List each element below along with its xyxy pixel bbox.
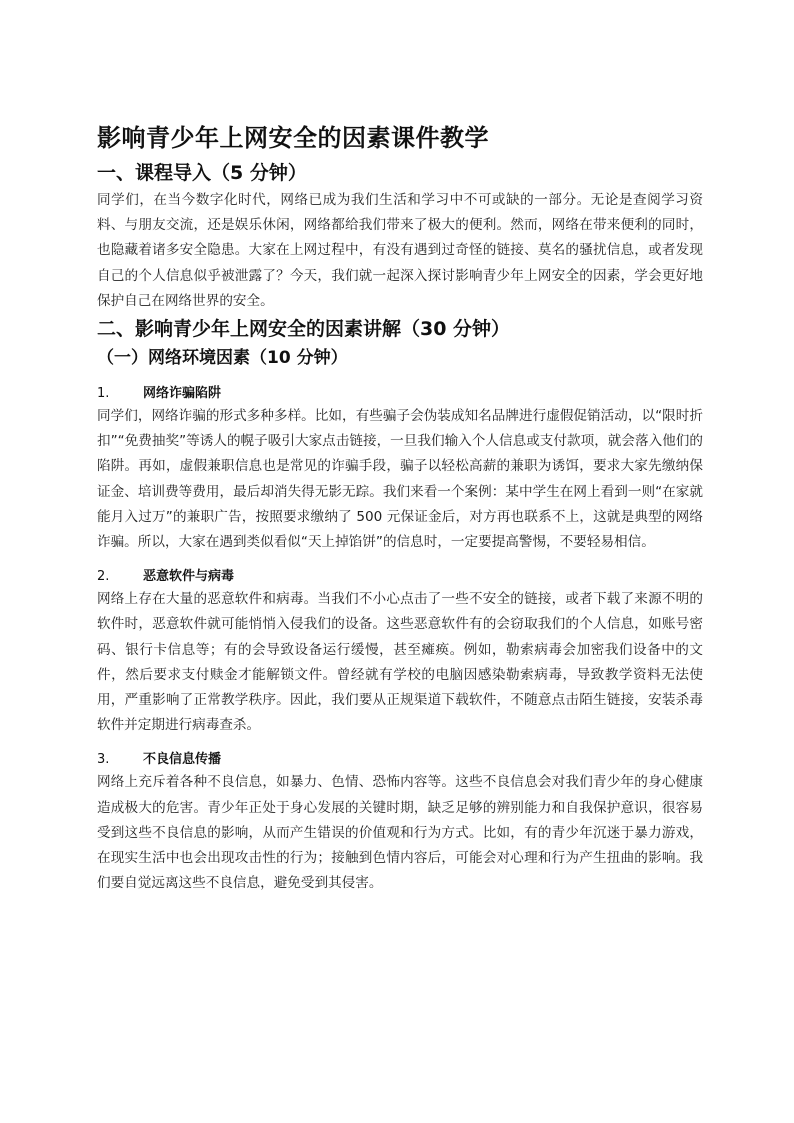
- item-title: 不良信息传播: [143, 752, 222, 768]
- item-title: 网络诈骗陷阱: [143, 386, 222, 402]
- item-heading-malware: [97, 567, 703, 587]
- item-number: 1.: [97, 386, 110, 402]
- document-page: [97, 118, 703, 896]
- intro-paragraph: 同学们，在当今数字化时代，网络已成为我们生活和学习中不可或缺的一部分。无论是查阅学习资料、与朋友交流，还是娱乐休闲，网络都给我们带来了极大的便利。然而，网络在带来便利的同时，也隐藏着诸多安全隐患。大家在上网过程中，有没有遇到过奇怪的链接、莫名的骚扰信息，或者发现自己的个人信息似乎被泄露了？今天，我们就一起深入探讨影响青少年上网安全的因素，学会更好地保护自己在网络世界的安全。: [97, 192, 703, 309]
- item-number: 2.: [97, 569, 110, 585]
- fraud-paragraph: 同学们，网络诈骗的形式多种多样。比如，有些骗子会伪装成知名品牌进行虚假促销活动，以“限时折扣”“免费抽奖”等诱人的幌子吸引大家点击链接，一旦我们输入个人信息或支付款项，就会落入他们的陷阱。再如，虚假兼职信息也是常见的诈骗手段，骗子以轻松高薪的兼职为诱饵，要求大家先缴纳保证金、培训费等费用，最后却消失得无影无踪。我们来看一个案例：某中学生在网上看到一则“在家就能月入过万”的兼职广告，按照要求缴纳了 500 元保证金后，对方再也联系不上，这就是典型的网络诈骗。所以，大家在遇到类似看似“天上掉馅饼”的信息时，一定要提高警惕，不要轻易相信。: [97, 408, 703, 551]
- section-heading-factors: 二、影响青少年上网安全的因素讲解（30 分钟）: [97, 318, 511, 341]
- item-heading-harmful-info: [97, 750, 703, 770]
- item-title: 恶意软件与病毒: [143, 569, 235, 585]
- subsection-heading-network-environment: （一）网络环境因素（10 分钟）: [97, 348, 348, 369]
- document-title: 影响青少年上网安全的因素课件教学: [97, 124, 489, 152]
- section-heading-course-intro: 一、课程导入（5 分钟）: [97, 162, 307, 184]
- item-heading-fraud: [97, 384, 703, 404]
- item-number: 3.: [97, 752, 110, 768]
- harmful-info-paragraph: 网络上充斥着各种不良信息，如暴力、色情、恐怖内容等。这些不良信息会对我们青少年的身心健康造成极大的危害。青少年正处于身心发展的关键时期，缺乏足够的辨别能力和自我保护意识，很容易受到这些不良信息的影响，从而产生错误的价值观和行为方式。比如，有的青少年沉迷于暴力游戏，在现实生活中也会出现攻击性的行为；接触到色情内容后，可能会对心理和行为产生扭曲的影响。我们要自觉远离这些不良信息，避免受到其侵害。: [97, 774, 703, 892]
- malware-paragraph: 网络上存在大量的恶意软件和病毒。当我们不小心点击了一些不安全的链接，或者下载了来源不明的软件时，恶意软件就可能悄悄入侵我们的设备。这些恶意软件有的会窃取我们的个人信息，如账号密码、银行卡信息等；有的会导致设备运行缓慢，甚至瘫痪。例如，勒索病毒会加密我们设备中的文件，然后要求支付赎金才能解锁文件。曾经就有学校的电脑因感染勒索病毒，导致教学资料无法使用，严重影响了正常教学秩序。因此，我们要从正规渠道下载软件，不随意点击陌生链接，安装杀毒软件并定期进行病毒查杀。: [97, 591, 703, 734]
